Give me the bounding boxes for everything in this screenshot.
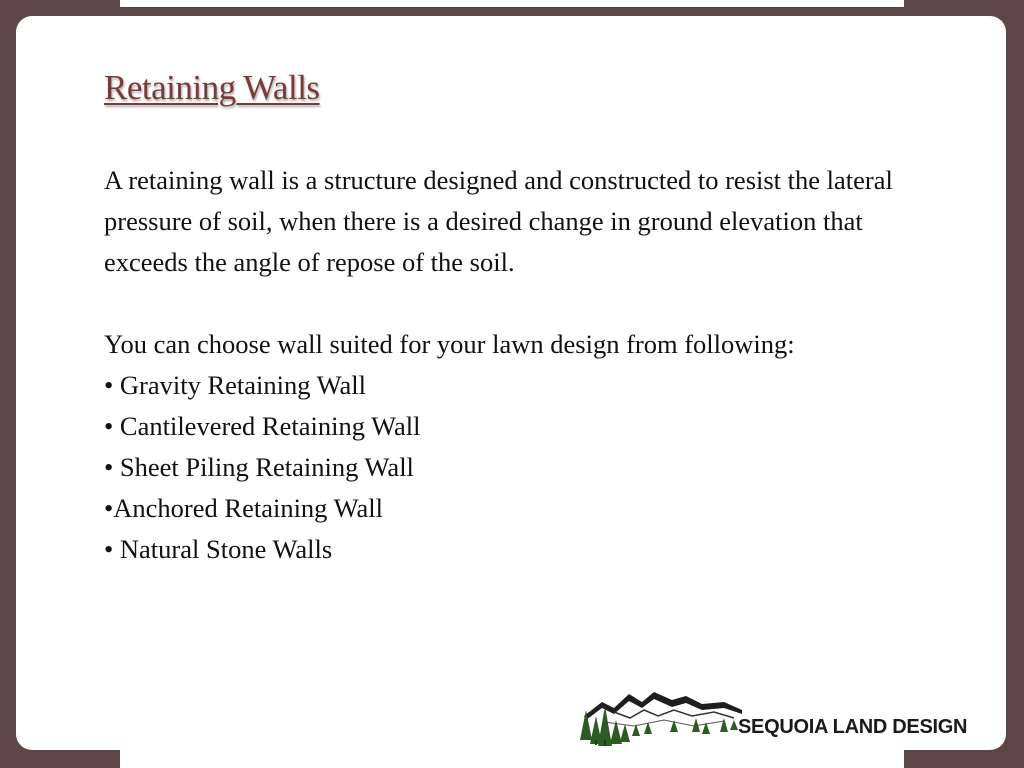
top-band <box>120 0 904 7</box>
list-item: • Sheet Piling Retaining Wall <box>104 452 414 482</box>
mountain-trees-icon <box>574 688 744 748</box>
list-item: • Cantilevered Retaining Wall <box>104 411 421 441</box>
bottom-band <box>120 750 904 768</box>
definition-paragraph: A retaining wall is a structure designed and constructed to resist the lateral pressure of soil, when there is a desired change in ground elevation that exceeds the angle of repose of the soil. <box>104 165 893 277</box>
slide-title: Retaining Walls <box>104 68 320 107</box>
list-item: • Gravity Retaining Wall <box>104 370 367 400</box>
company-logo <box>574 688 998 748</box>
options-intro: You can choose wall suited for your lawn design from following: <box>104 329 795 359</box>
list-item: •Anchored Retaining Wall <box>104 493 383 523</box>
top-divider <box>120 7 904 8</box>
paragraph-gap <box>104 283 904 324</box>
wall-types-list <box>104 365 904 570</box>
slide-body <box>104 160 904 570</box>
list-item: • Natural Stone Walls <box>104 534 333 564</box>
logo-wordmark: SEQUOIA LAND DESIGN <box>738 716 968 738</box>
